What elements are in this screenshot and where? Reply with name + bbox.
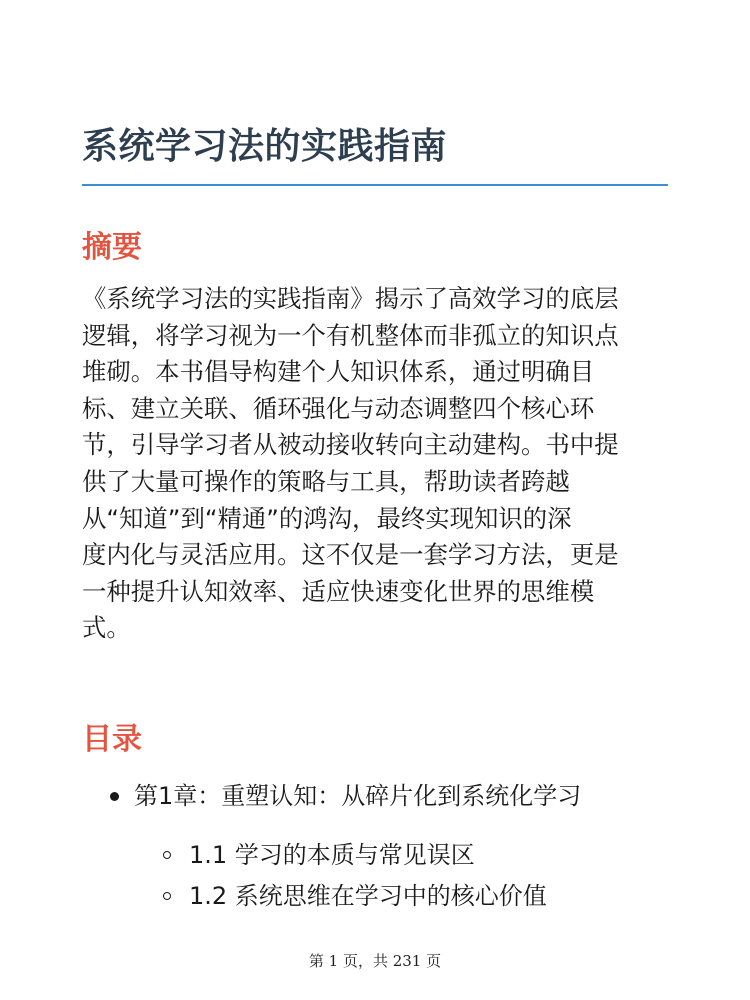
bullet-circle-icon xyxy=(163,892,171,900)
toc-chapter-1[interactable]: 第1章：重塑认知：从碎片化到系统化学习 xyxy=(134,782,582,810)
page-number-footer: 第 1 页，共 231 页 xyxy=(308,952,442,970)
document-title: 系统学习法的实践指南 xyxy=(82,126,448,167)
abstract-line: 节，引导学习者从被动接收转向主动建构。书中提 xyxy=(82,430,619,460)
toc-section-1-2[interactable]: 1.2 系统思维在学习中的核心价值 xyxy=(189,882,547,910)
bullet-disc-icon xyxy=(110,792,119,801)
bullet-circle-icon xyxy=(163,851,171,859)
toc-section-1-1[interactable]: 1.1 学习的本质与常见误区 xyxy=(189,841,475,869)
abstract-line: 度内化与灵活应用。这不仅是一套学习方法，更是 xyxy=(82,540,619,570)
abstract-line: 式。 xyxy=(82,613,131,643)
abstract-line: 标、建立关联、循环强化与动态调整四个核心环 xyxy=(82,393,595,423)
abstract-paragraph xyxy=(82,281,672,647)
title-divider xyxy=(82,184,668,186)
abstract-line: 从“知道”到“精通”的鸿沟，最终实现知识的深 xyxy=(82,503,572,533)
abstract-line: 一种提升认知效率、适应快速变化世界的思维模 xyxy=(82,576,595,606)
abstract-line: 逻辑，将学习视为一个有机整体而非孤立的知识点 xyxy=(82,320,619,350)
abstract-line: 《系统学习法的实践指南》揭示了高效学习的底层 xyxy=(82,284,619,313)
abstract-line: 供了大量可操作的策略与工具，帮助读者跨越 xyxy=(82,466,570,496)
abstract-heading: 摘要 xyxy=(82,230,142,265)
abstract-line: 堆砌。本书倡导构建个人知识体系，通过明确目 xyxy=(82,357,595,387)
toc-heading: 目录 xyxy=(82,722,142,757)
